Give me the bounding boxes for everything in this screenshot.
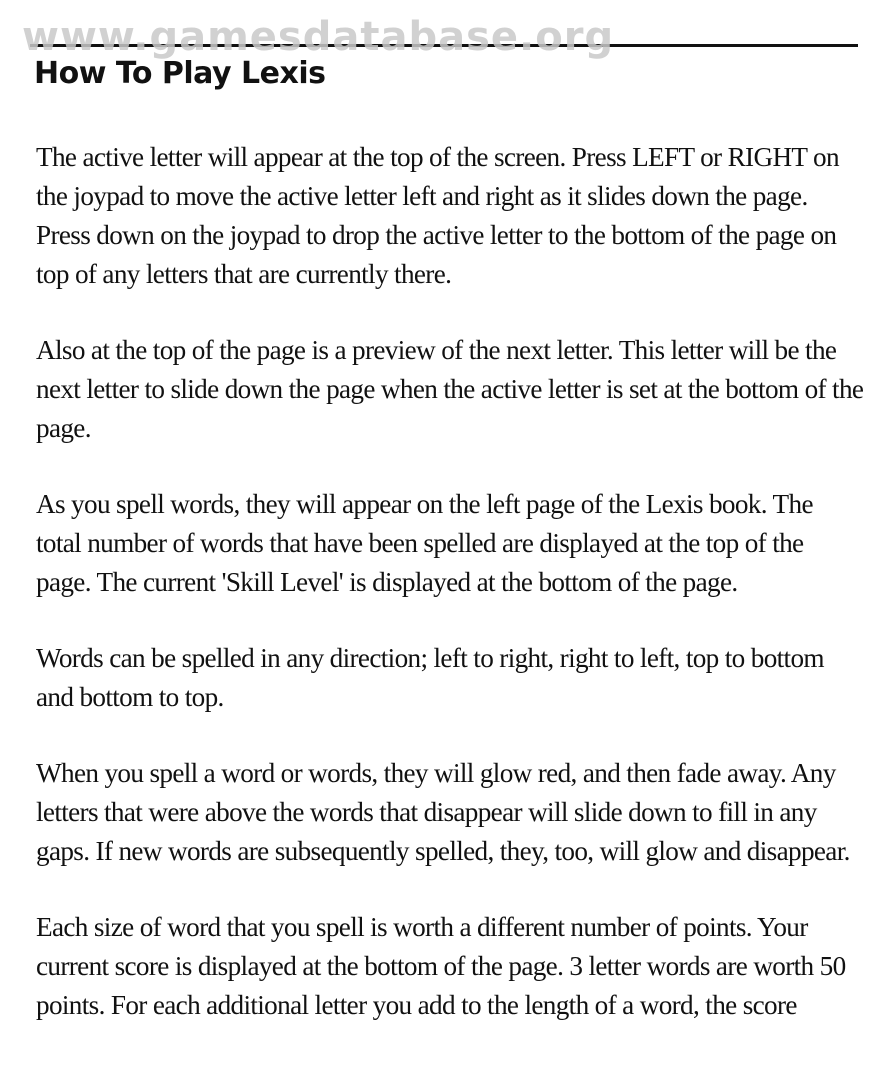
paragraph-spelling-direction: Words can be spelled in any direction; left to right, right to left, top to bottom and bottom to top. [36, 643, 824, 712]
watermark-text: www.gamesdatabase.org [22, 14, 615, 60]
page-title: How To Play Lexis [34, 56, 326, 91]
instructions-body [36, 138, 864, 1062]
paragraph-active-letter: The active letter will appear at the top of the screen. Press LEFT or RIGHT on the joypad to move the active letter left and right as it slides down the page. Press down on the joypad to drop the active letter to the bottom of the page on top of any letters that are currently there. [36, 142, 839, 289]
paragraph-word-count: As you spell words, they will appear on the left page of the Lexis book. The total number of words that have been spelled are displayed at the top of the page. The current 'Skill Level' is displayed at the bottom of the page. [36, 489, 813, 597]
paragraph-scoring: Each size of word that you spell is worth a different number of points. Your current score is displayed at the bottom of the page. 3 letter words are worth 50 points. For each additional letter you add to the length of a word, the score [36, 912, 846, 1020]
paragraph-words-disappear: When you spell a word or words, they will glow red, and then fade away. Any letters that were above the words that disappear will slide down to fill in any gaps. If new words are subsequently spelled, they, too, will glow and disappear. [36, 758, 850, 866]
paragraph-next-letter-preview: Also at the top of the page is a preview of the next letter. This letter will be the next letter to slide down the page when the active letter is set at the bottom of the page. [36, 335, 864, 443]
